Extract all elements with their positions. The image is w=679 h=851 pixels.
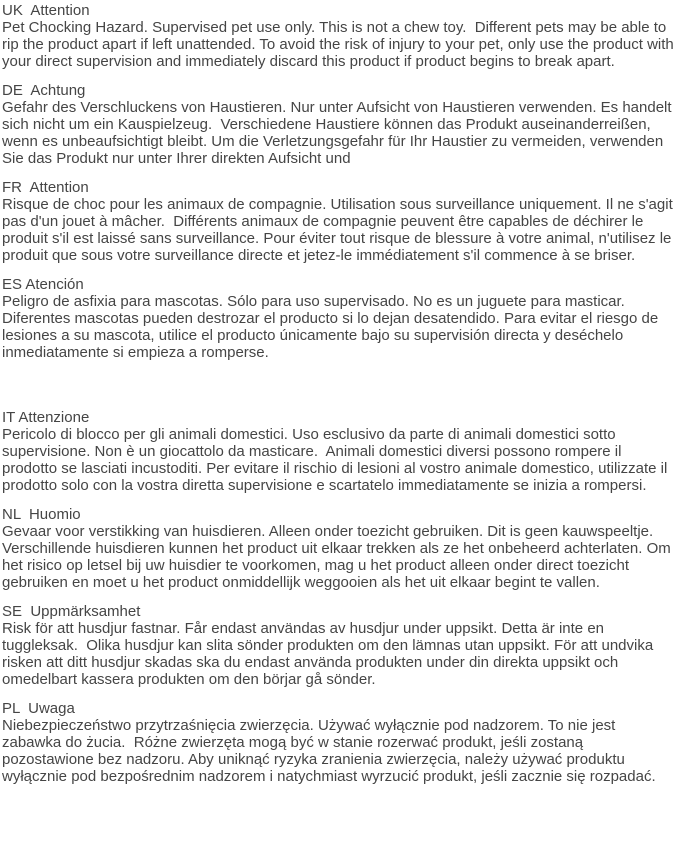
- warning-heading-es: ES Atención: [2, 276, 84, 293]
- warning-body-pl: Niebezpieczeństwo przytrzaśnięcia zwierzęcia. Używać wyłącznie pod nadzorem. To nie jest zabawka do żucia. Różne zwierzęta mogą być w stanie rozerwać produkt, jeśli zostaną pozostawione bez nadzoru. Aby uniknąć ryzyka zranienia zwierzęcia, należy używać produktu wyłącznie pod bezpośrednim nadzorem i natychmiast wyrzucić produkt, jeśli zacznie się rozpadać.: [2, 717, 656, 785]
- warning-body-it: Pericolo di blocco per gli animali domestici. Uso esclusivo da parte di animali domestici sotto supervisione. Non è un giocattolo da masticare. Animali domestici diversi possono rompere il prodotto se lasciati incustoditi. Per evitare il rischio di lesioni al vostro animale domestico, utilizzate il prodotto solo con la vostra diretta supervisione e scartatelo immediatamente se inizia a rompersi.: [2, 426, 672, 494]
- warning-heading-uk: UK Attention: [2, 2, 90, 19]
- warning-body-nl: Gevaar voor verstikking van huisdieren. Alleen onder toezicht gebruiken. Dit is geen kauwspeeltje. Verschillende huisdieren kunnen het product uit elkaar trekken als ze het onbeheerd achterlaten. Om het risico op letsel bij uw huisdier te voorkomen, mag u het product alleen onder direct toezicht gebruiken en moet u het product onmiddellijk weggooien als het uit elkaar begint te vallen.: [2, 523, 675, 591]
- warning-body-es: Peligro de asfixia para mascotas. Sólo para uso supervisado. No es un juguete para masticar. Diferentes mascotas pueden destrozar el producto si lo dejan desatendido. Para evitar el riesgo de lesiones a su mascota, utilice el producto únicamente bajo su supervisión directa y deséchelo inmediatamente si empieza a romperse.: [2, 293, 663, 361]
- warning-section-pl: [2, 700, 676, 785]
- warning-body-se: Risk för att husdjur fastnar. Får endast användas av husdjur under uppsikt. Detta är inte en tuggleksak. Olika husdjur kan slita sönder produkten om den lämnas utan uppsikt. För att undvika risken att ditt husdjur skadas ska du endast använda produkten under din direkta uppsikt och omedelbart kassera produkten om den börjar gå sönder.: [2, 620, 658, 688]
- warning-section-nl: [2, 506, 676, 591]
- warning-section-se: [2, 603, 676, 688]
- warning-section-de: [2, 82, 676, 167]
- warning-section-fr: [2, 179, 676, 264]
- warning-heading-se: SE Uppmärksamhet: [2, 603, 141, 620]
- warning-heading-pl: PL Uwaga: [2, 700, 75, 717]
- warning-body-fr: Risque de choc pour les animaux de compagnie. Utilisation sous surveillance uniquement. Il ne s'agit pas d'un jouet à mâcher. Différents animaux de compagnie peuvent être capables de déchirer le produit s'il est laissé sans surveillance. Pour éviter tout risque de blessure à votre animal, n'utilisez le produit que sous votre surveillance directe et jetez-le immédiatement s'il commence à se briser.: [2, 196, 677, 264]
- warning-heading-nl: NL Huomio: [2, 506, 81, 523]
- warning-heading-it: IT Attenzione: [2, 409, 90, 426]
- warning-heading-de: DE Achtung: [2, 82, 86, 99]
- warning-body-de: Gefahr des Verschluckens von Haustieren. Nur unter Aufsicht von Haustieren verwenden. Es handelt sich nicht um ein Kauspielzeug. Verschiedene Haustiere können das Produkt auseinanderreißen, wenn es unbeaufsichtigt bleibt. Um die Verletzungsgefahr für Ihr Haustier zu vermeiden, verwenden Sie das Produkt nur unter Ihrer direkten Aufsicht und: [2, 99, 676, 167]
- warning-heading-fr: FR Attention: [2, 179, 89, 196]
- warning-body-uk: Pet Chocking Hazard. Supervised pet use only. This is not a chew toy. Different pets may be able to rip the product apart if left unattended. To avoid the risk of injury to your pet, only use the product with your direct supervision and immediately discard this product if product begins to break apart.: [2, 19, 678, 70]
- warning-section-it: [2, 373, 676, 494]
- warning-section-uk: [2, 2, 676, 70]
- warning-section-es: [2, 276, 676, 361]
